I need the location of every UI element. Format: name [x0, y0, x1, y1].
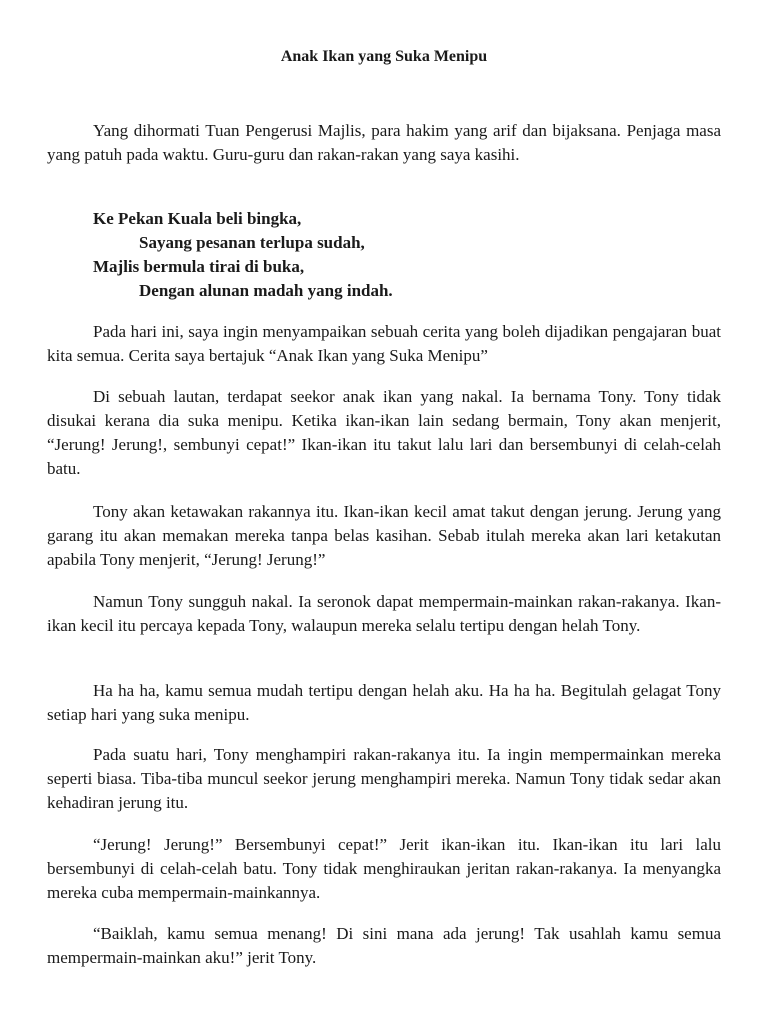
paragraph-greeting: Yang dihormati Tuan Pengerusi Majlis, para hakim yang arif dan bijaksana. Penjaga masa yang patuh pada waktu. Guru-guru dan rakan-rakan yang saya kasihi. — [47, 121, 721, 164]
paragraph-story: “Jerung! Jerung!” Bersembunyi cepat!” Jerit ikan-ikan itu. Ikan-ikan itu lari lalu bersembunyi di celah-celah batu. Tony tidak menghiraukan jeritan rakan-rakanya. Ia menyangka mereka cuba mempermain-mainkannya. — [47, 835, 721, 902]
pantun-verse — [93, 207, 393, 303]
paragraph-story: Pada suatu hari, Tony menghampiri rakan-rakanya itu. Ia ingin mempermainkan mereka seperti biasa. Tiba-tiba muncul seekor jerung menghampiri mereka. Namun Tony tidak sedar akan kehadiran jerung itu. — [47, 745, 721, 812]
paragraph-introduction: Pada hari ini, saya ingin menyampaikan sebuah cerita yang boleh dijadikan pengajaran buat kita semua. Cerita saya bertajuk “Anak Ikan yang Suka Menipu” — [47, 322, 721, 365]
pantun-line: Ke Pekan Kuala beli bingka, — [93, 209, 302, 228]
paragraph-story: Di sebuah lautan, terdapat seekor anak ikan yang nakal. Ia bernama Tony. Tony tidak disukai kerana dia suka menipu. Ketika ikan-ikan lain sedang bermain, Tony akan menjerit, “Jerung! Jerung!, sembunyi cepat!” Ikan-ikan itu takut lalu lari dan bersembunyi di celah-celah batu. — [47, 387, 721, 478]
document-title: Anak Ikan yang Suka Menipu — [280, 48, 488, 65]
paragraph-story: Ha ha ha, kamu semua mudah tertipu dengan helah aku. Ha ha ha. Begitulah gelagat Tony setiap hari yang suka menipu. — [47, 681, 721, 724]
pantun-line: Dengan alunan madah yang indah. — [139, 281, 393, 300]
paragraph-story: Tony akan ketawakan rakannya itu. Ikan-ikan kecil amat takut dengan jerung. Jerung yang garang itu akan memakan mereka tanpa belas kasihan. Sebab itulah mereka akan lari ketakutan apabila Tony menjerit, “Jerung! Jerung!” — [47, 502, 721, 569]
pantun-line: Sayang pesanan terlupa sudah, — [139, 233, 365, 252]
paragraph-story: “Baiklah, kamu semua menang! Di sini mana ada jerung! Tak usahlah kamu semua mempermain-mainkan aku!” jerit Tony. — [47, 924, 721, 967]
paragraph-story: Namun Tony sungguh nakal. Ia seronok dapat mempermain-mainkan rakan-rakanya. Ikan-ikan kecil itu percaya kepada Tony, walaupun mereka selalu tertipu dengan helah Tony. — [47, 592, 721, 635]
pantun-line: Majlis bermula tirai di buka, — [93, 257, 305, 276]
